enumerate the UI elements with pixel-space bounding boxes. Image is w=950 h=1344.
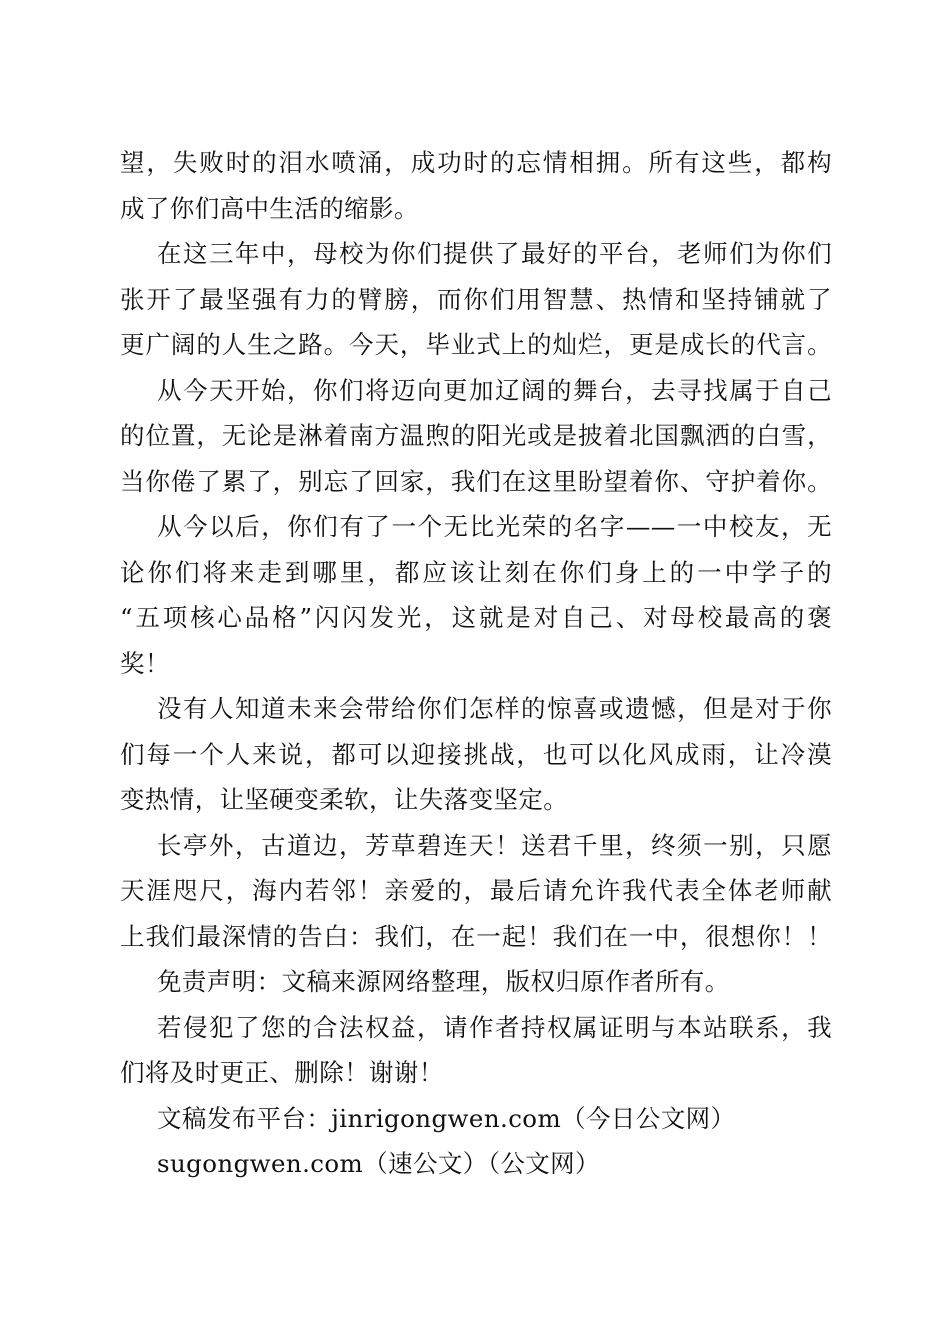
text-line: 变热情，让坚硬变柔软，让失落变坚定。 <box>120 785 569 814</box>
text-line: 成了你们高中生活的缩影。 <box>120 193 419 223</box>
text-line: 奖！ <box>120 648 170 678</box>
text-line: “五项核心品格”闪闪发光，这就是对自己、对母校最高的褒 <box>120 603 832 632</box>
paragraph-start-line: 在这三年中，母校为你们提供了最好的平台，老师们为你们 <box>157 239 832 268</box>
paragraph-start-line: 长亭外，古道边，芳草碧连天！送君千里，终须一别，只愿 <box>157 830 832 860</box>
disclaimer-line: 免责声明：文稿来源网络整理，版权归原作者所有。 <box>157 967 730 996</box>
disclaimer-line: 若侵犯了您的合法权益，请作者持权属证明与本站联系，我 <box>157 1012 832 1042</box>
paragraph-start-line: 没有人知道未来会带给你们怎样的惊喜或遗憾，但是对于你 <box>157 694 832 723</box>
publisher-line: sugongwen.com（速公文）（公文网） <box>157 1149 600 1178</box>
text-line: 当你倦了累了，别忘了回家，我们在这里盼望着你、守护着你。 <box>120 466 832 496</box>
document-body <box>120 140 832 1187</box>
publisher-line: 文稿发布平台：jinrigongwen.com（今日公文网） <box>157 1103 736 1133</box>
text-line: 天涯咫尺，海内若邻！亲爱的，最后请允许我代表全体老师献 <box>120 876 832 905</box>
paragraph-start-line: 从今以后，你们有了一个无比光荣的名字——一中校友，无 <box>157 512 832 541</box>
text-line: 论你们将来走到哪里，都应该让刻在你们身上的一中学子的 <box>120 557 832 587</box>
text-line: 更广阔的人生之路。今天，毕业式上的灿烂，更是成长的代言。 <box>120 330 832 359</box>
text-line: 上我们最深情的告白：我们，在一起！我们在一中，很想你！！ <box>120 921 832 951</box>
text-line: 的位置，无论是淋着南方温煦的阳光或是披着北国飘洒的白雪， <box>120 421 832 450</box>
text-line: 望，失败时的泪水喷涌，成功时的忘情相拥。所有这些，都构 <box>120 148 832 177</box>
disclaimer-line: 们将及时更正、删除！谢谢！ <box>120 1058 444 1087</box>
text-line: 们每一个人来说，都可以迎接挑战，也可以化风成雨，让冷漠 <box>120 739 832 769</box>
text-line: 张开了最坚强有力的臂膀，而你们用智慧、热情和坚持铺就了 <box>120 284 832 314</box>
paragraph-start-line: 从今天开始，你们将迈向更加辽阔的舞台，去寻找属于自己 <box>157 375 832 405</box>
